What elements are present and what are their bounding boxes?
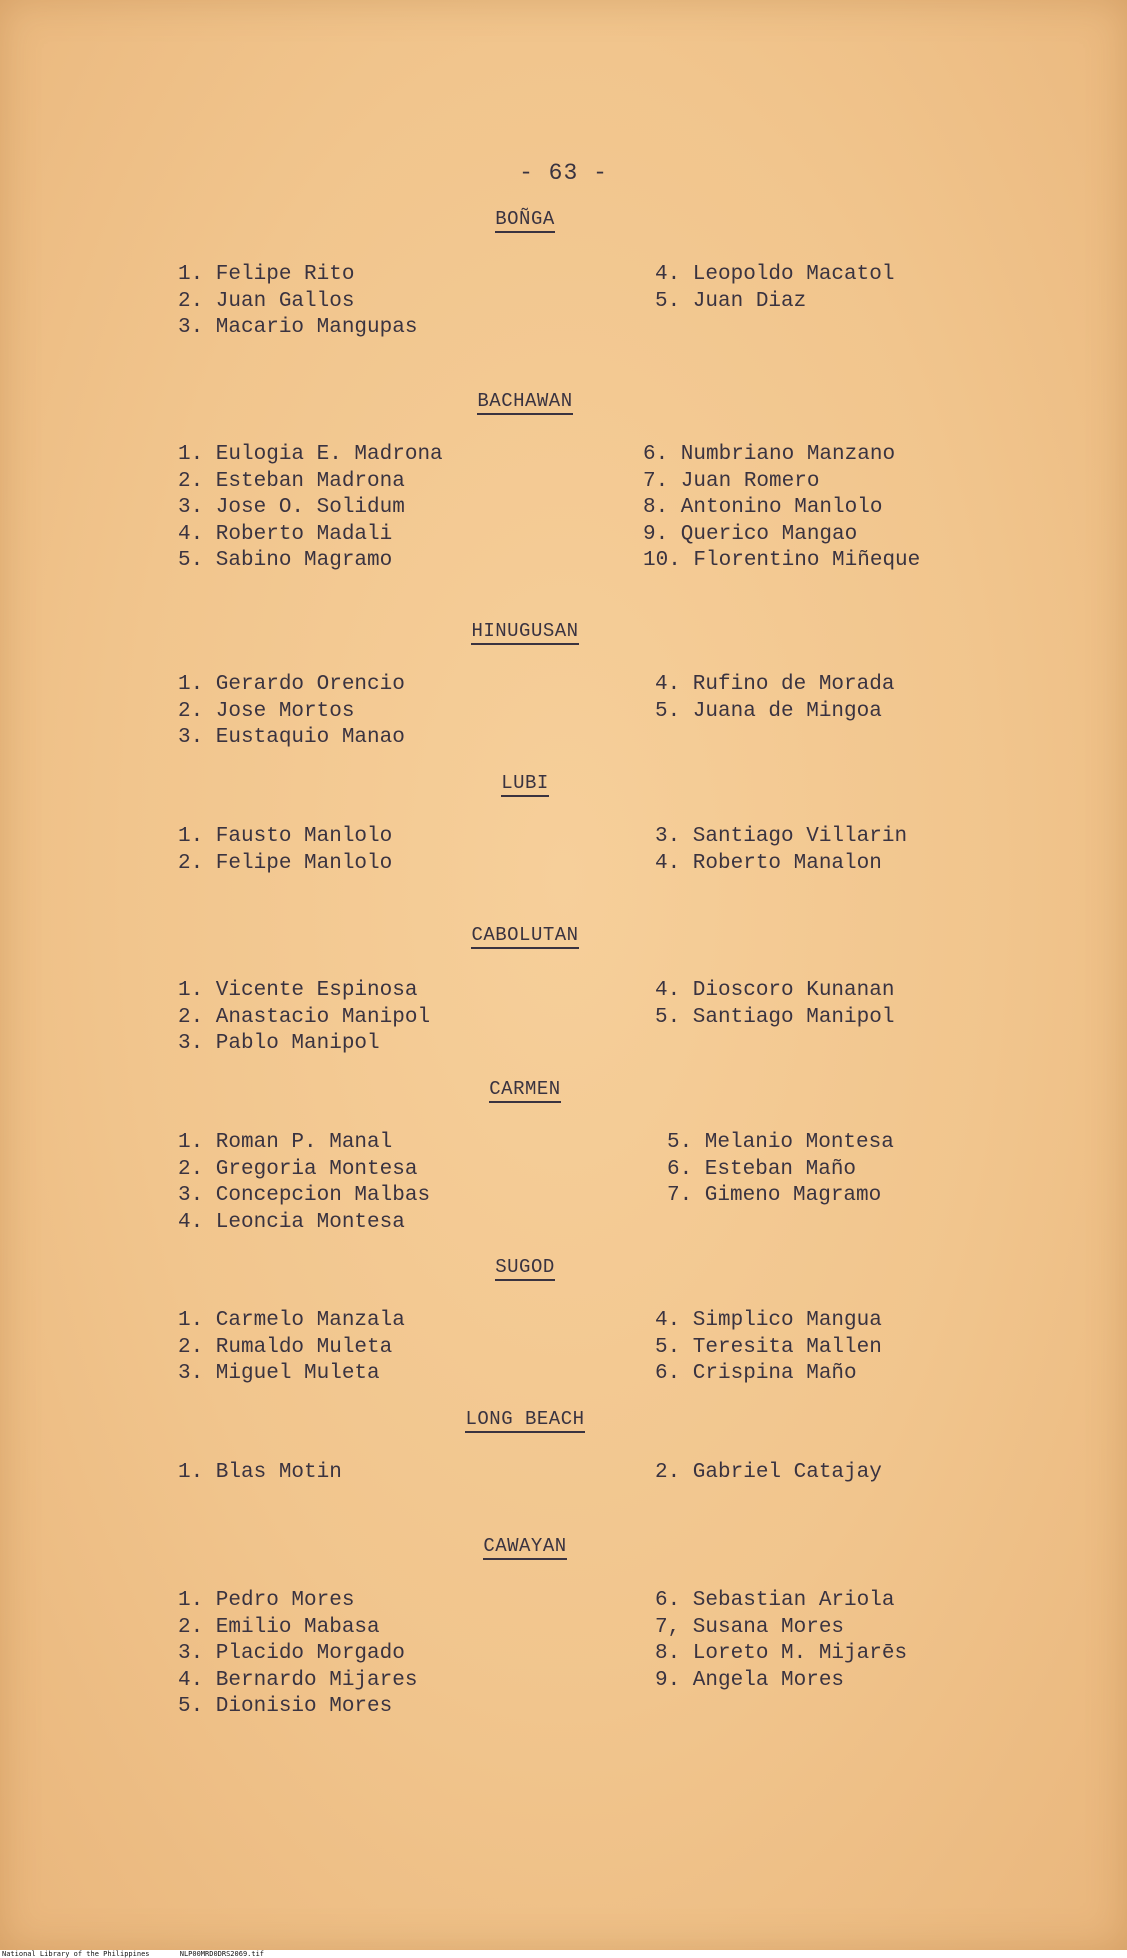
long-beach-list-left xyxy=(178,1460,342,1487)
list-item: 4. Roberto Madali xyxy=(178,522,393,546)
list-item: 2. Gabriel Catajay xyxy=(655,1461,882,1484)
list-item: 3. Pablo Manipol xyxy=(178,1032,380,1055)
list-item: 3. Eustaquio Manao xyxy=(178,726,405,749)
heading-cabolutan: CABOLUTAN xyxy=(0,924,1050,949)
heading-sugod: SUGOD xyxy=(0,1256,1050,1281)
list-item: 1. Eulogia E. Madrona xyxy=(178,443,443,466)
scan-footer xyxy=(0,1950,1127,1958)
carmen-list-right xyxy=(667,1130,894,1210)
list-item: 3. Miguel Muleta xyxy=(178,1362,380,1385)
hinugusan-list-right xyxy=(655,672,894,725)
sugod-list-left xyxy=(178,1308,405,1388)
list-item: 5. Dionisio Mores xyxy=(178,1695,393,1718)
list-item: 5. Juan Diaz xyxy=(655,289,807,313)
list-item: 2. Juan Gallos xyxy=(178,289,355,313)
heading-long-beach: LONG BEACH xyxy=(0,1408,1050,1433)
list-item: 2. Jose Mortos xyxy=(178,699,355,723)
list-item: 1. Felipe Rito xyxy=(178,263,355,286)
list-item: 7. Juan Romero xyxy=(643,469,820,493)
list-item: 2. Gregoria Montesa xyxy=(178,1157,418,1181)
bachawan-list-right xyxy=(643,442,920,575)
list-item: 2. Esteban Madrona xyxy=(178,469,405,493)
footer-file: NLP00MRD0DRS2069.tif xyxy=(179,1950,265,1958)
list-item: 10. Florentino Miñeque xyxy=(643,549,921,572)
lubi-list-right xyxy=(655,824,907,877)
bonga-list-right xyxy=(655,262,894,315)
list-item: 1. Carmelo Manzala xyxy=(178,1309,405,1332)
list-item: 6. Sebastian Ariola xyxy=(655,1589,895,1612)
lubi-list-left xyxy=(178,824,392,877)
heading-bachawan: BACHAWAN xyxy=(0,390,1050,415)
list-item: 6. Numbriano Manzano xyxy=(643,443,896,466)
heading-lubi: LUBI xyxy=(0,772,1050,797)
list-item: 2. Anastacio Manipol xyxy=(178,1005,431,1029)
list-item: 4. Dioscoro Kunanan xyxy=(655,979,895,1002)
list-item: 2. Emilio Mabasa xyxy=(178,1615,380,1639)
list-item: 5. Melanio Montesa xyxy=(667,1131,894,1154)
list-item: 9. Querico Mangao xyxy=(643,522,858,546)
heading-cawayan: CAWAYAN xyxy=(0,1535,1050,1560)
cabolutan-list-left xyxy=(178,978,430,1058)
list-item: 8. Loreto M. Mijarēs xyxy=(655,1642,908,1665)
list-item: 4. Rufino de Morada xyxy=(655,673,895,696)
list-item: 5. Teresita Mallen xyxy=(655,1335,882,1359)
list-item: 3. Concepcion Malbas xyxy=(178,1184,431,1207)
list-item: 4. Bernardo Mijares xyxy=(178,1668,418,1692)
sugod-list-right xyxy=(655,1308,882,1388)
list-item: 4. Roberto Manalon xyxy=(655,851,882,875)
list-item: 4. Simplico Mangua xyxy=(655,1309,882,1332)
list-item: 7. Gimeno Magramo xyxy=(667,1184,882,1207)
list-item: 7, Susana Mores xyxy=(655,1615,845,1639)
bachawan-list-left xyxy=(178,442,443,575)
list-item: 6. Esteban Maño xyxy=(667,1157,857,1181)
list-item: 4. Leopoldo Macatol xyxy=(655,263,895,286)
list-item: 5. Santiago Manipol xyxy=(655,1005,895,1029)
cawayan-list-right xyxy=(655,1588,907,1694)
list-item: 1. Gerardo Orencio xyxy=(178,673,405,696)
footer-library: National Library of the Philippines xyxy=(2,1950,150,1958)
list-item: 3. Macario Mangupas xyxy=(178,316,418,339)
list-item: 3. Jose O. Solidum xyxy=(178,496,405,519)
carmen-list-left xyxy=(178,1130,430,1236)
cawayan-list-left xyxy=(178,1588,417,1721)
heading-carmen: CARMEN xyxy=(0,1078,1050,1103)
heading-bonga: BOÑGA xyxy=(0,208,1050,233)
list-item: 2. Felipe Manlolo xyxy=(178,851,393,875)
list-item: 2. Rumaldo Muleta xyxy=(178,1335,393,1359)
list-item: 6. Crispina Maño xyxy=(655,1362,857,1385)
cabolutan-list-right xyxy=(655,978,894,1031)
list-item: 1. Roman P. Manal xyxy=(178,1131,393,1154)
list-item: 1. Blas Motin xyxy=(178,1461,342,1484)
list-item: 5. Sabino Magramo xyxy=(178,549,393,572)
heading-hinugusan: HINUGUSAN xyxy=(0,620,1050,645)
list-item: 4. Leoncia Montesa xyxy=(178,1210,405,1234)
list-item: 9. Angela Mores xyxy=(655,1668,845,1692)
list-item: 8. Antonino Manlolo xyxy=(643,496,883,519)
list-item: 3. Santiago Villarin xyxy=(655,825,908,848)
long-beach-list-right xyxy=(655,1460,882,1487)
list-item: 3. Placido Morgado xyxy=(178,1642,405,1665)
list-item: 1. Pedro Mores xyxy=(178,1589,355,1612)
list-item: 1. Vicente Espinosa xyxy=(178,979,418,1002)
hinugusan-list-left xyxy=(178,672,405,752)
list-item: 5. Juana de Mingoa xyxy=(655,699,882,723)
page-number: - 63 - xyxy=(519,160,608,186)
list-item: 1. Fausto Manlolo xyxy=(178,825,393,848)
bonga-list-left xyxy=(178,262,417,342)
